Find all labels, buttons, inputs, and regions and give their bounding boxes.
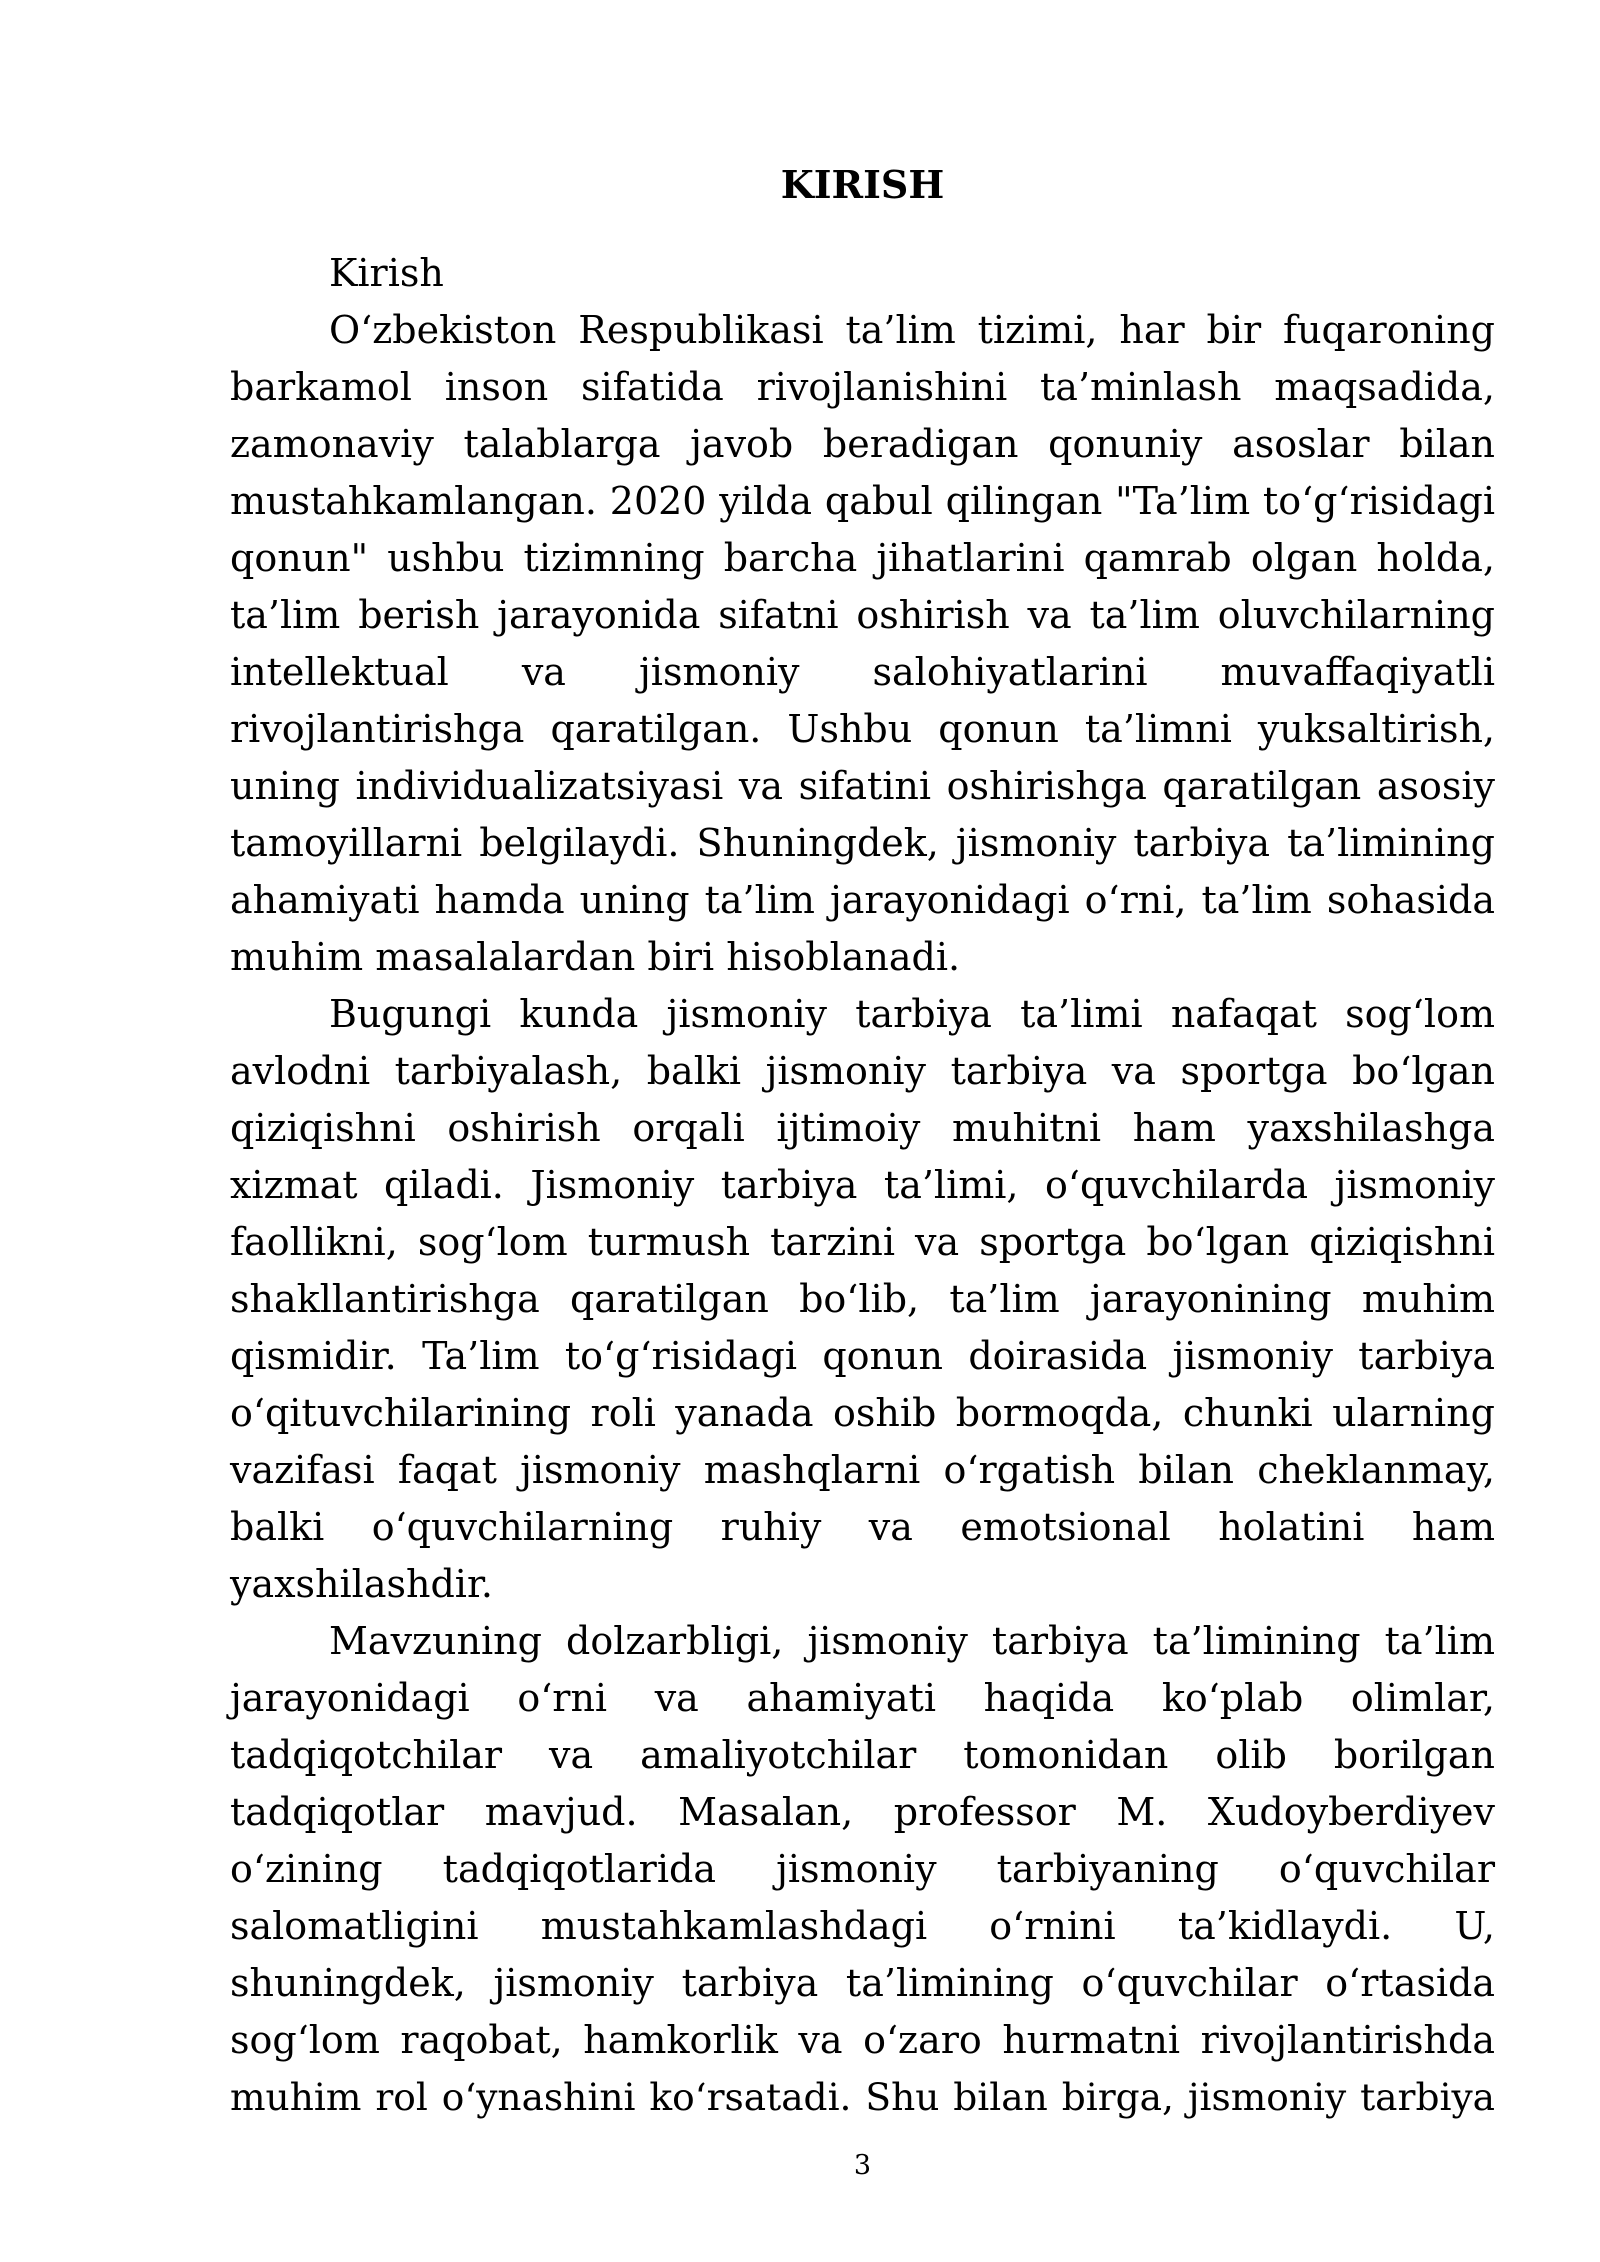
text-line: uning individualizatsiyasi va sifatini oshirishga qaratilgan asosiy [230, 764, 1495, 808]
text-line: muhim masalalardan biri hisoblanadi. [230, 935, 961, 979]
text-line: zamonaviy talablarga javob beradigan qonuniy asoslar bilan [230, 422, 1495, 466]
text-line: Kirish [329, 251, 444, 295]
text-line: ahamiyati hamda uning ta’lim jarayonidagi o‘rni, ta’lim sohasida [230, 878, 1495, 922]
text-line: shuningdek, jismoniy tarbiya ta’limining o‘quvchilar o‘rtasida [230, 1961, 1495, 2005]
paragraph-intro-label [230, 245, 1495, 302]
text-line: sog‘lom raqobat, hamkorlik va o‘zaro hurmatni rivojlantirishda [230, 2018, 1495, 2062]
text-line: Bugungi kunda jismoniy tarbiya ta’limi nafaqat sog‘lom [329, 992, 1495, 1036]
text-line: ta’lim berish jarayonida sifatni oshirish va ta’lim oluvchilarning [230, 593, 1495, 637]
text-line: intellektual va jismoniy salohiyatlarini muvaffaqiyatli [230, 650, 1495, 694]
text-line: o‘zining tadqiqotlarida jismoniy tarbiyaning o‘quvchilar [230, 1847, 1495, 1891]
text-line: qismidir. Ta’lim to‘g‘risidagi qonun doirasida jismoniy tarbiya [230, 1334, 1495, 1378]
text-line: qiziqishni oshirish orqali ijtimoiy muhitni ham yaxshilashga [230, 1106, 1495, 1150]
text-line: Mavzuning dolzarbligi, jismoniy tarbiya ta’limining ta’lim [329, 1619, 1495, 1663]
paragraph [230, 302, 1495, 986]
text-line: O‘zbekiston Respublikasi ta’lim tizimi, har bir fuqaroning [329, 308, 1495, 352]
text-line: tadqiqotlar mavjud. Masalan, professor M. Xudoyberdiyev [230, 1790, 1495, 1834]
text-line: qonun" ushbu tizimning barcha jihatlarini qamrab olgan holda, [230, 536, 1495, 580]
text-line: mustahkamlangan. 2020 yilda qabul qilingan "Ta’lim to‘g‘risidagi [230, 479, 1495, 523]
text-line: o‘qituvchilarining roli yanada oshib bormoqda, chunki ularning [230, 1391, 1495, 1435]
text-line: barkamol inson sifatida rivojlanishini ta’minlash maqsadida, [230, 365, 1495, 409]
text-line: tamoyillarni belgilaydi. Shuningdek, jismoniy tarbiya ta’limining [230, 821, 1495, 865]
paragraph [230, 986, 1495, 1613]
text-line: avlodni tarbiyalash, balki jismoniy tarbiya va sportga bo‘lgan [230, 1049, 1495, 1093]
text-line: muhim rol o‘ynashini ko‘rsatadi. Shu bilan birga, jismoniy tarbiya [230, 2075, 1495, 2119]
section-heading: KIRISH [780, 162, 945, 207]
paragraph [230, 1613, 1495, 2126]
document-body [230, 245, 1495, 2126]
text-line: salomatligini mustahkamlashdagi o‘rnini ta’kidlaydi. U, [230, 1904, 1495, 1948]
text-line: yaxshilashdir. [230, 1562, 494, 1606]
text-line: rivojlantirishga qaratilgan. Ushbu qonun ta’limni yuksaltirish, [230, 707, 1495, 751]
text-line: shakllantirishga qaratilgan bo‘lib, ta’lim jarayonining muhim [230, 1277, 1495, 1321]
text-line: faollikni, sog‘lom turmush tarzini va sportga bo‘lgan qiziqishni [230, 1220, 1495, 1264]
text-line: tadqiqotchilar va amaliyotchilar tomonidan olib borilgan [230, 1733, 1495, 1777]
text-line: vazifasi faqat jismoniy mashqlarni o‘rgatish bilan cheklanmay, [230, 1448, 1495, 1492]
text-line: xizmat qiladi. Jismoniy tarbiya ta’limi, o‘quvchilarda jismoniy [230, 1163, 1495, 1207]
text-line: balki o‘quvchilarning ruhiy va emotsional holatini ham [230, 1505, 1495, 1549]
page-number: 3 [853, 2150, 872, 2181]
text-line: jarayonidagi o‘rni va ahamiyati haqida ko‘plab olimlar, [230, 1676, 1495, 1720]
